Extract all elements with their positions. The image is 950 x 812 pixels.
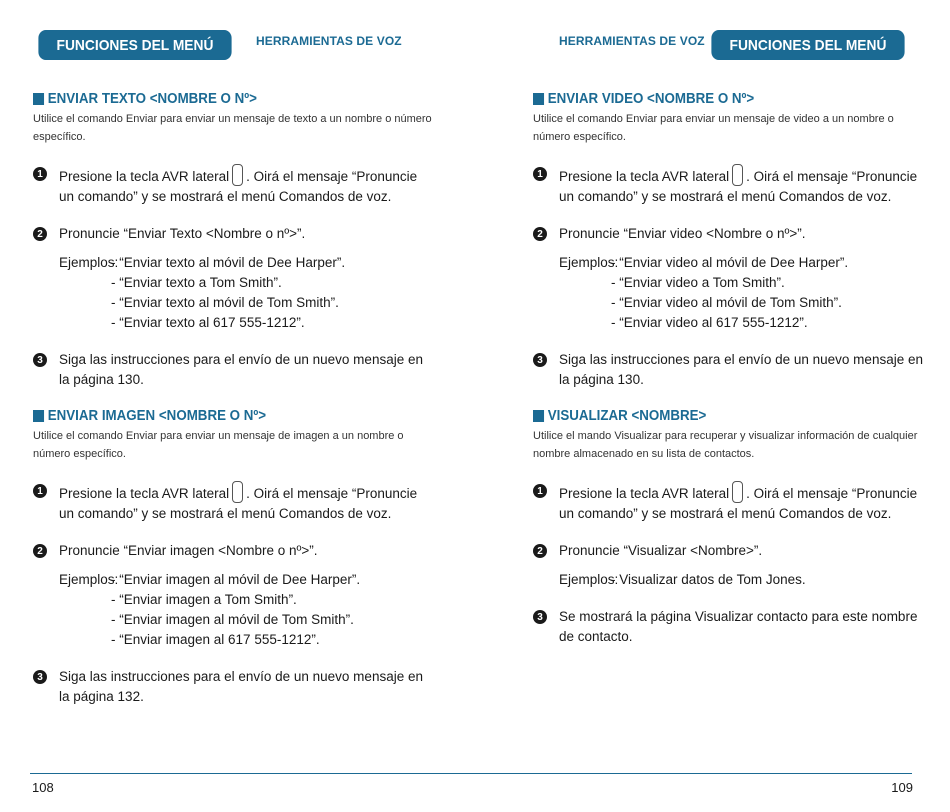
step-text-pre: Presione la tecla AVR lateral [59,486,230,501]
section-description: Utilice el comando Enviar para enviar un mensaje de video a un nombre o número específico. [533,113,894,143]
section-description: Utilice el comando Enviar para enviar un mensaje de imagen a un nombre o número específico. [33,430,404,460]
step-text-pre: Presione la tecla AVR lateral [559,169,730,184]
footer-rule [475,773,912,774]
step-text: Pronuncie “Visualizar <Nombre>”. [559,543,763,558]
section-title-text: ENVIAR VIDEO <NOMBRE O Nº> [547,91,755,107]
step-number-icon: 3 [33,670,47,684]
section-title-text: ENVIAR TEXTO <NOMBRE O Nº> [47,91,257,107]
chapter-tab: FUNCIONES DEL MENÚ [38,30,231,60]
step [533,607,923,647]
section [33,407,433,707]
step-number-icon: 2 [533,227,547,241]
example-item: - “Enviar texto a Tom Smith”. [111,275,282,290]
example-item: - “Enviar imagen al móvil de Dee Harper”. [111,572,361,587]
step-number-icon: 1 [33,167,47,181]
step [33,224,433,244]
step-number-icon: 1 [33,484,47,498]
step-number-icon: 2 [33,227,47,241]
step-text: Pronuncie “Enviar video <Nombre o nº>”. [559,226,806,241]
step-number-icon: 2 [533,544,547,558]
examples-list [111,570,360,650]
examples-label: Ejemplos: [59,572,119,587]
examples-block [559,570,923,590]
step-text [59,164,433,207]
step [33,350,433,390]
step-text: Siga las instrucciones para el envío de un nuevo mensaje en la página 130. [59,352,423,387]
section-description: Utilice el mando Visualizar para recuperar y visualizar información de cualquier nombre almacenado en su lista de contactos. [533,430,918,460]
example-item: - “Enviar texto al móvil de Dee Harper”. [111,255,346,270]
step-text-post: . Oirá el mensaje “Pronuncie un comando” y se mostrará el menú Comandos de voz. [559,169,918,204]
step-number-icon: 1 [533,484,547,498]
example-item: - “Enviar texto al 617 555-1212”. [111,315,305,330]
section-title [533,90,892,108]
step-text: Se mostrará la página Visualizar contacto para este nombre de contacto. [559,609,918,644]
section [533,90,923,390]
step-text: Pronuncie “Enviar Texto <Nombre o nº>”. [59,226,306,241]
example-item: - “Enviar video al 617 555-1212”. [611,315,808,330]
square-bullet-icon [533,410,544,422]
right-content [533,90,923,664]
step [33,164,433,207]
footer-rule [30,773,475,774]
step [533,541,923,561]
section-title-text: ENVIAR IMAGEN <NOMBRE O Nº> [47,408,267,424]
step [533,224,923,244]
section [533,407,923,647]
step [533,350,923,390]
avr-key-icon [732,164,743,186]
example-item: - “Enviar video al móvil de Tom Smith”. [611,295,842,310]
avr-key-icon [232,164,243,186]
section-title-text: VISUALIZAR <NOMBRE> [547,408,707,424]
example-item: - “Enviar video al móvil de Dee Harper”. [611,255,849,270]
step [33,541,433,561]
examples-block [559,253,923,333]
chapter-tab: FUNCIONES DEL MENÚ [711,30,904,60]
page-number: 109 [891,780,913,795]
step-text: Siga las instrucciones para el envío de un nuevo mensaje en la página 130. [559,352,923,387]
step [533,481,923,524]
step-text: Siga las instrucciones para el envío de un nuevo mensaje en la página 132. [59,669,423,704]
square-bullet-icon [533,93,544,105]
examples-row [59,570,433,650]
examples-list [611,253,848,333]
examples-block [59,253,433,333]
avr-key-icon [232,481,243,503]
examples-label: Ejemplos: [559,572,619,587]
example-item: - “Enviar imagen al 617 555-1212”. [111,632,320,647]
step-number-icon: 2 [33,544,47,558]
step-text [559,164,923,207]
step-number-icon: 3 [533,610,547,624]
examples-block [59,570,433,650]
examples-row [559,570,923,590]
section [33,90,433,390]
section-header: HERRAMIENTAS DE VOZ [559,34,705,48]
section-title [533,407,892,425]
step-text [559,481,923,524]
example-item: - “Enviar imagen a Tom Smith”. [111,592,297,607]
examples-row [59,253,433,333]
section-description: Utilice el comando Enviar para enviar un mensaje de texto a un nombre o número específico. [33,113,432,143]
step-text-pre: Presione la tecla AVR lateral [559,486,730,501]
step-text-post: . Oirá el mensaje “Pronuncie un comando” y se mostrará el menú Comandos de voz. [59,486,418,521]
section-header: HERRAMIENTAS DE VOZ [256,34,402,48]
step-text-post: . Oirá el mensaje “Pronuncie un comando” y se mostrará el menú Comandos de voz. [59,169,418,204]
example-item: - “Enviar texto al móvil de Tom Smith”. [111,295,339,310]
examples-row [559,253,923,333]
page-number: 108 [32,780,54,795]
step-text-post: . Oirá el mensaje “Pronuncie un comando” y se mostrará el menú Comandos de voz. [559,486,918,521]
step-text-pre: Presione la tecla AVR lateral [59,169,230,184]
right-page [475,0,950,812]
avr-key-icon [732,481,743,503]
step [33,481,433,524]
step-text [59,481,433,524]
section-title [33,407,401,425]
section-title [33,90,401,108]
step-number-icon: 3 [33,353,47,367]
example-item: - Visualizar datos de Tom Jones. [611,572,806,587]
example-item: - “Enviar imagen al móvil de Tom Smith”. [111,612,354,627]
square-bullet-icon [33,410,44,422]
square-bullet-icon [33,93,44,105]
step-number-icon: 1 [533,167,547,181]
examples-label: Ejemplos: [559,255,619,270]
examples-list [611,570,806,590]
examples-label: Ejemplos: [59,255,119,270]
step [33,667,433,707]
examples-list [111,253,345,333]
left-content [33,90,433,724]
step-number-icon: 3 [533,353,547,367]
step-text: Pronuncie “Enviar imagen <Nombre o nº>”. [59,543,318,558]
example-item: - “Enviar video a Tom Smith”. [611,275,785,290]
step [533,164,923,207]
